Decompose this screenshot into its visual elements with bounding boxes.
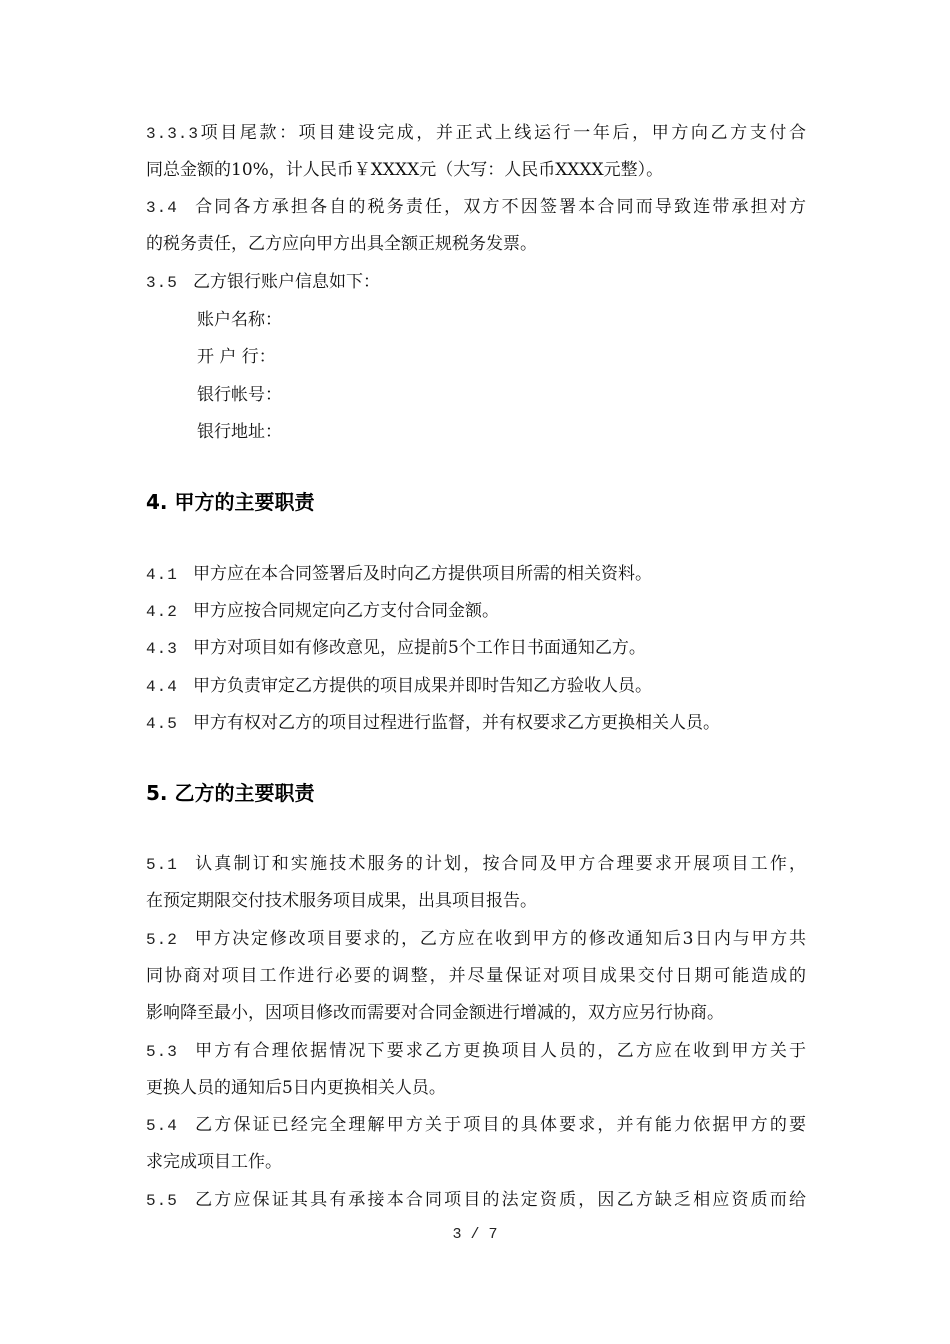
clause-number: 5.4 — [146, 1117, 178, 1135]
clause-number: 4.3 — [146, 640, 178, 658]
clause-3-4-line-1 — [146, 196, 806, 219]
clause-number: 4.2 — [146, 603, 178, 621]
clause-3-3-3-line-1 — [146, 122, 806, 145]
clause-5-4-line-1 — [146, 1114, 806, 1137]
clause-5-2-line-3: 影响降至最小，因项目修改而需要对合同金额进行增减的，双方应另行协商。 — [146, 1003, 724, 1023]
clause-text: 甲方有权对乙方的项目过程进行监督，并有权要求乙方更换相关人员。 — [193, 713, 720, 733]
clause-number: 5.5 — [146, 1192, 178, 1210]
clause-number: 5.3 — [146, 1043, 178, 1061]
clause-text: 甲方对项目如有修改意见，应提前5个工作日书面通知乙方。 — [193, 638, 646, 658]
bank-field-opening-bank: 开 户 行： — [197, 347, 276, 367]
clause-number: 4.5 — [146, 715, 178, 733]
bank-field-bank-address: 银行地址： — [197, 422, 282, 442]
clause-number: 4.1 — [146, 566, 178, 584]
clause-number: 3.5 — [146, 274, 178, 292]
clause-text: 甲方有合理依据情况下要求乙方更换项目人员的，乙方应在收到甲方关于 — [193, 1041, 806, 1061]
clause-5-1-line-1 — [146, 853, 806, 876]
clause-text: 乙方银行账户信息如下： — [193, 272, 380, 292]
clause-text: 乙方应保证其具有承接本合同项目的法定资质，因乙方缺乏相应资质而给 — [193, 1190, 806, 1210]
clause-3-4-line-2: 的税务责任，乙方应向甲方出具全额正规税务发票。 — [146, 234, 537, 254]
clause-text: 甲方应按合同规定向乙方支付合同金额。 — [193, 601, 499, 621]
clause-5-3-line-1 — [146, 1040, 806, 1063]
clause-text: 项目尾款：项目建设完成，并正式上线运行一年后，甲方向乙方支付合 — [198, 123, 806, 143]
section-4-heading: 4. 甲方的主要职责 — [146, 490, 315, 514]
clause-text: 乙方保证已经完全理解甲方关于项目的具体要求，并有能力依据甲方的要 — [193, 1115, 806, 1135]
clause-3-5 — [146, 271, 806, 294]
clause-number: 3.4 — [146, 199, 178, 217]
clause-5-5-line-1 — [146, 1189, 806, 1212]
clause-number: 5.2 — [146, 931, 178, 949]
clause-number: 3.3.3 — [146, 125, 200, 143]
clause-4-3 — [146, 637, 806, 660]
section-5-heading: 5. 乙方的主要职责 — [146, 781, 315, 805]
clause-text: 认真制订和实施技术服务的计划，按合同及甲方合理要求开展项目工作， — [193, 854, 806, 874]
clause-4-2 — [146, 600, 806, 623]
clause-number: 4.4 — [146, 678, 178, 696]
clause-number: 5.1 — [146, 856, 178, 874]
clause-text: 甲方负责审定乙方提供的项目成果并即时告知乙方验收人员。 — [193, 676, 652, 696]
page-indicator: 3 / 7 — [452, 1226, 498, 1243]
clause-5-3-line-2: 更换人员的通知后5日内更换相关人员。 — [146, 1078, 446, 1098]
clause-5-4-line-2: 求完成项目工作。 — [146, 1152, 282, 1172]
clause-4-1 — [146, 563, 806, 586]
clause-5-1-line-2: 在预定期限交付技术服务项目成果，出具项目报告。 — [146, 891, 537, 911]
clause-text: 甲方决定修改项目要求的，乙方应在收到甲方的修改通知后3日内与甲方共 — [193, 929, 806, 949]
bank-field-account-number: 银行帐号： — [197, 385, 282, 405]
clause-text: 合同各方承担各自的税务责任，双方不因签署本合同而导致连带承担对方 — [193, 197, 806, 217]
clause-5-2-line-2 — [146, 965, 806, 987]
clause-text: 甲方应在本合同签署后及时向乙方提供项目所需的相关资料。 — [193, 564, 652, 584]
bank-field-account-name: 账户名称： — [197, 310, 282, 330]
clause-4-5 — [146, 712, 806, 735]
clause-5-2-line-1 — [146, 928, 806, 951]
clause-text: 同协商对项目工作进行必要的调整，并尽量保证对项目成果交付日期可能造成的 — [146, 966, 806, 986]
clause-3-3-3-line-2: 同总金额的10%，计人民币￥XXXX元（大写：人民币XXXX元整）。 — [146, 160, 664, 180]
clause-4-4 — [146, 675, 806, 698]
